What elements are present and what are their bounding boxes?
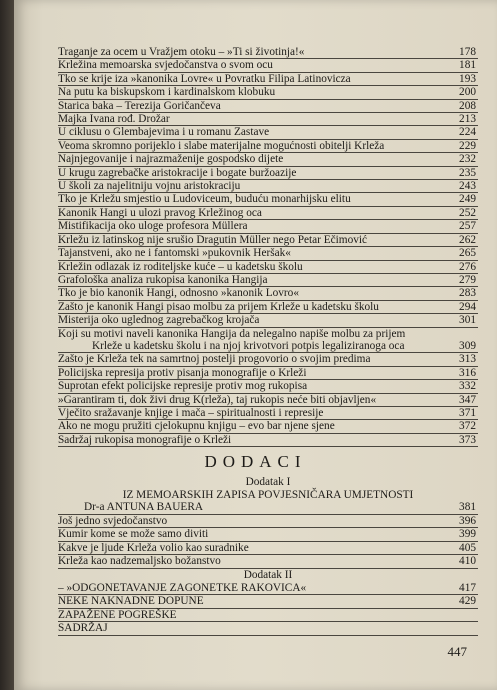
appendix-entry	[58, 542, 478, 556]
appendix-label-2: Dodatak II	[243, 569, 293, 582]
page-ref: 309	[459, 339, 476, 352]
section-heading-dodaci: DODACI	[204, 452, 307, 471]
page-ref: 301	[459, 314, 476, 327]
toc-entry-title: U školi za najelitniju vojnu aristokraciju	[58, 180, 241, 193]
page-ref: 213	[459, 113, 476, 126]
page-ref: 249	[459, 193, 476, 206]
toc-entry-title: Najnjegovanije i najrazmaženije gospodsko dijete	[58, 153, 284, 166]
toc-entry	[58, 301, 478, 314]
toc-entry-title: Na putu ka biskupskom i kardinalskom klobuku	[58, 86, 276, 99]
page-ref: 332	[459, 380, 476, 393]
toc-entry	[58, 261, 478, 274]
toc-entry-title: U krugu zagrebačke aristokracije i bogate buržoazije	[58, 166, 297, 179]
toc-entry	[58, 126, 478, 139]
page-ref: 405	[459, 541, 476, 554]
toc-entry-title-line1: Koji su motivi naveli kanonika Hangija da nelegalno napiše molbu za prijem	[58, 327, 406, 340]
appendix-entry-title: NEKE NAKNADNE DOPUNE	[58, 595, 204, 608]
toc-entry-title: Tko se krije iza »kanonika Lovre« u Povratku Filipa Latinovicza	[58, 72, 351, 85]
toc-entry-title: Krležina memoarska svjedočanstva o svom ocu	[58, 59, 273, 72]
page-ref: 373	[459, 433, 476, 446]
page-ref: 371	[459, 406, 476, 419]
toc-entry	[58, 193, 478, 206]
page-ref: 235	[459, 166, 476, 179]
toc-entry	[58, 46, 478, 59]
page-ref: 229	[459, 139, 476, 152]
toc-entry-title: Majka Ivana rođ. Drožar	[58, 113, 170, 126]
toc-entry	[58, 153, 478, 166]
appendix-author: Dr-a ANTUNA BAUERA	[84, 501, 204, 514]
table-of-contents	[58, 46, 478, 447]
toc-entry-title: Krležu iz latinskog nije srušio Dragutin Müller nego Petar Ečimović	[58, 233, 368, 246]
toc-entry-title: Veoma skromno porijeklo i slabe materijalne mogućnosti obitelji Krleža	[58, 139, 385, 152]
toc-entry	[58, 113, 478, 126]
page-ref: 243	[459, 180, 476, 193]
page-ref: 313	[459, 353, 476, 366]
toc-entry	[58, 328, 478, 354]
toc-entry-title: Policijska represija protiv pisanja monografije o Krleži	[58, 366, 307, 379]
appendix-entry-title: ZAPAŽENE POGREŠKE	[58, 608, 177, 621]
page-ref: 410	[459, 555, 476, 568]
page-ref: 276	[459, 260, 476, 273]
toc-entry	[58, 247, 478, 260]
page-ref: 316	[459, 366, 476, 379]
book-page	[14, 0, 497, 690]
appendix-author-row	[58, 501, 478, 515]
page-number: 447	[447, 644, 467, 659]
appendix-title-1: IZ MEMOARSKIH ZAPISA POVJESNIČARA UMJETNOSTI	[122, 488, 414, 501]
toc-entry-title: Vječito sražavanje knjige i mača – spiritualnosti i represije	[58, 406, 324, 419]
toc-entry	[58, 234, 478, 247]
toc-entry	[58, 140, 478, 153]
toc-entry	[58, 274, 478, 287]
toc-entry-title: Starica baka – Terezija Goričančeva	[58, 99, 221, 112]
page-ref: 294	[459, 300, 476, 313]
toc-entry	[58, 380, 478, 393]
toc-entry	[58, 407, 478, 420]
appendix-entry	[58, 515, 478, 529]
page-ref: 396	[459, 514, 476, 527]
page-ref: 178	[459, 46, 476, 58]
toc-entry-title: Traganje za ocem u Vražjem otoku – »Ti si životinja!«	[58, 46, 305, 58]
toc-entry-title: Zašto je Krleža tek na samrtnoj postelji progovorio o svojim predima	[58, 353, 371, 366]
toc-entry-title: Zašto je kanonik Hangi pisao molbu za prijem Krleže u kadetsku školu	[58, 300, 379, 313]
toc-entry-title: Suprotan efekt policijske represije protiv mog rukopisa	[58, 380, 308, 393]
appendix-entry	[58, 528, 478, 542]
appendix-entry	[58, 595, 478, 609]
page-ref: 262	[459, 233, 476, 246]
page-ref: 381	[459, 501, 476, 514]
toc-entry	[58, 167, 478, 180]
page-ref: 193	[459, 72, 476, 85]
toc-entry	[58, 287, 478, 300]
page-ref: 200	[459, 86, 476, 99]
toc-entry	[58, 420, 478, 433]
page-ref: 417	[459, 581, 476, 594]
page-ref: 208	[459, 99, 476, 112]
page-ref: 372	[459, 420, 476, 433]
toc-entry	[58, 73, 478, 86]
appendix-entry	[58, 555, 478, 569]
toc-entry	[58, 180, 478, 193]
toc-entry-title: Mistifikacija oko uloge profesora Müllera	[58, 220, 248, 233]
toc-entry	[58, 220, 478, 233]
appendix-entry-title: Još jedno svjedočanstvo	[58, 514, 168, 527]
toc-entry	[58, 367, 478, 380]
page-ref: 252	[459, 206, 476, 219]
toc-entry-title	[58, 328, 438, 353]
page-ref: 283	[459, 287, 476, 300]
toc-entry-title: Krležin odlazak iz roditeljske kuće – u kadetsku školu	[58, 260, 303, 273]
toc-entry	[58, 394, 478, 407]
toc-entry	[58, 314, 478, 327]
toc-entry-title: Sadržaj rukopisa monografije o Krleži	[58, 433, 232, 446]
page-ref: 265	[459, 247, 476, 260]
toc-entry	[58, 59, 478, 72]
page-ref: 257	[459, 220, 476, 233]
appendix-entry	[58, 582, 478, 596]
appendix-label-1: Dodatak I	[245, 476, 291, 488]
toc-entry	[58, 207, 478, 220]
page-ref: 347	[459, 393, 476, 406]
appendix-entry-title: Krleža kao nadzemaljsko božanstvo	[58, 555, 221, 568]
appendix-list	[58, 476, 478, 636]
toc-entry	[58, 86, 478, 99]
toc-entry-title: Ako ne mogu pružiti cjelokupnu knjigu – evo bar njene sjene	[58, 420, 335, 433]
toc-entry-title: Tko je Krležu smjestio u Ludoviceum, buduću monarhijsku elitu	[58, 193, 351, 206]
page-ref: 181	[459, 59, 476, 72]
book-spine-shadow	[0, 0, 14, 690]
toc-entry	[58, 434, 478, 447]
appendix-entry-title: – »ODGONETAVANJE ZAGONETKE RAKOVICA«	[58, 581, 307, 594]
page-ref: 232	[459, 153, 476, 166]
appendix-entry-title: Kakve je ljude Krleža volio kao suradnike	[58, 541, 249, 554]
toc-entry-title: Kanonik Hangi u ulozi pravog Krležinog oca	[58, 206, 262, 219]
page-ref: 429	[459, 595, 476, 608]
toc-entry-title: U ciklusu o Glembajevima i u romanu Zastave	[58, 126, 270, 139]
toc-entry-title: Misterija oko uglednog zagrebačkog krojača	[58, 314, 260, 327]
toc-entry-title: Tajanstveni, ako ne i fantomski »pukovnik Heršak«	[58, 247, 291, 260]
toc-entry	[58, 100, 478, 113]
toc-entry-title: Grafološka analiza rukopisa kanonika Hangija	[58, 273, 268, 286]
appendix-entry-title: SADRŽAJ	[58, 622, 108, 635]
appendix-entry	[58, 622, 478, 636]
page-ref: 224	[459, 126, 476, 139]
toc-entry	[58, 353, 478, 366]
page-ref: 399	[459, 528, 476, 541]
toc-entry-title: Tko je bio kanonik Hangi, odnosno »kanonik Lovro«	[58, 287, 299, 300]
appendix-entry-title: Kumir kome se može samo diviti	[58, 528, 209, 541]
toc-entry-title-line2: Krleže u kadetsku školu i na njoj krivotvori potpis legaliziranoga oca	[92, 339, 405, 352]
toc-entry-title: »Garantiram ti, dok živi drug K(rleža), taj rukopis neće biti objavljen«	[58, 393, 377, 406]
page-ref: 279	[459, 273, 476, 286]
appendix-entry	[58, 609, 478, 623]
